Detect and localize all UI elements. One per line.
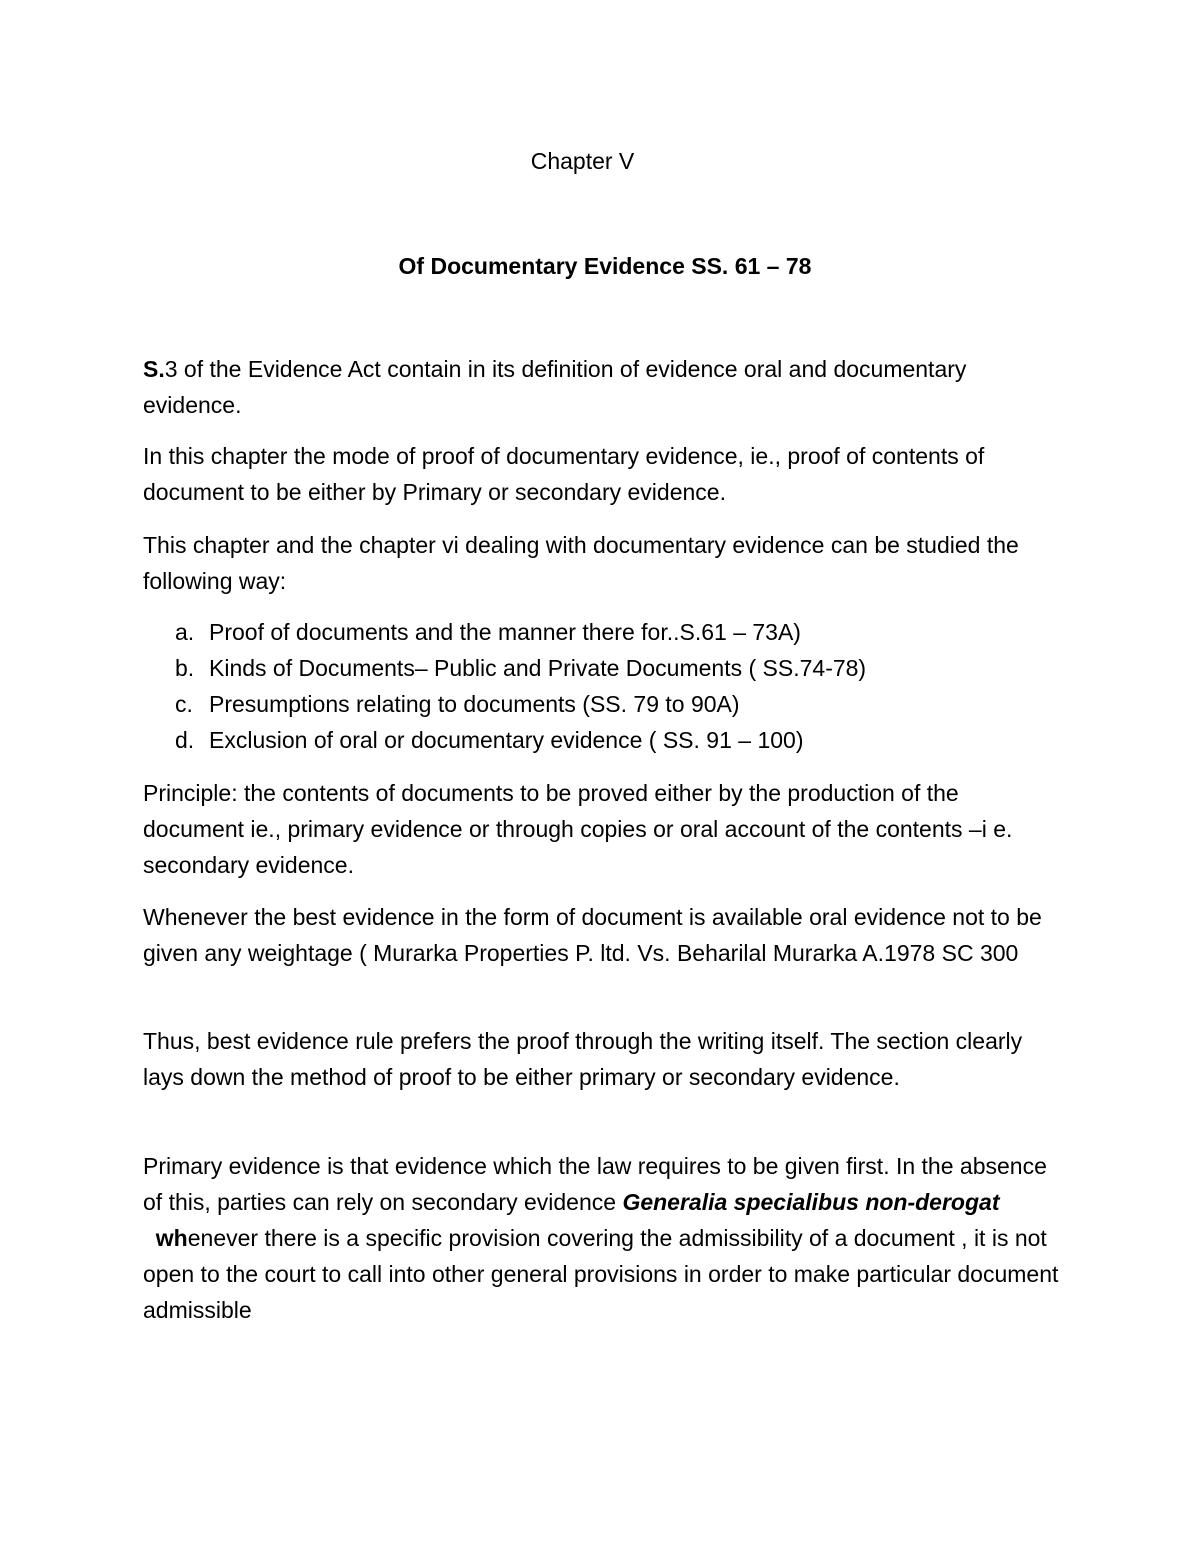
list-item-text: Kinds of Documents– Public and Private Documents ( SS.74-78) bbox=[209, 655, 867, 681]
paragraph-study-approach: This chapter and the chapter vi dealing with documentary evidence can be studied the following way: bbox=[143, 532, 1019, 594]
latin-maxim: Generalia specialibus non-derogat bbox=[622, 1189, 1000, 1215]
primary-evidence-text-a: Primary evidence is that evidence which the law requires to be given first. In the absence of this, parties can rely on secondary evidence bbox=[143, 1153, 1047, 1215]
paragraph-best-evidence: Whenever the best evidence in the form of document is available oral evidence not to be given any weightage ( Murarka Properties P. ltd. Vs. Beharilal Murarka A.1978 SC 300 bbox=[143, 904, 1042, 966]
primary-evidence-spacer bbox=[143, 1225, 156, 1251]
paragraph-definition-text: 3 of the Evidence Act contain in its definition of evidence oral and documentary evidence. bbox=[143, 356, 967, 418]
list-item bbox=[143, 650, 1063, 686]
paragraph-mode-of-proof: In this chapter the mode of proof of documentary evidence, ie., proof of contents of document to be either by Primary or secondary evidence. bbox=[143, 443, 985, 505]
list-item bbox=[143, 686, 1063, 722]
primary-evidence-bold-wh: wh bbox=[155, 1225, 188, 1251]
section-prefix: S. bbox=[143, 356, 165, 382]
list-marker: b. bbox=[175, 655, 195, 681]
paragraph-primary-evidence bbox=[143, 1148, 1063, 1328]
paragraph-principle: Principle: the contents of documents to be proved either by the production of the document ie., primary evidence or through copies or oral account of the contents –i e. secondary evidence. bbox=[143, 780, 1013, 878]
paragraph-definition bbox=[143, 351, 1063, 423]
list-marker: a. bbox=[175, 619, 195, 645]
list-item bbox=[143, 614, 1063, 650]
list-item-text: Presumptions relating to documents (SS. 79 to 90A) bbox=[209, 691, 740, 717]
list-marker: d. bbox=[175, 727, 195, 753]
study-list bbox=[143, 614, 1063, 758]
list-item bbox=[143, 722, 1063, 758]
list-item-text: Proof of documents and the manner there for..S.61 – 73A) bbox=[209, 619, 801, 645]
chapter-title: Chapter V bbox=[530, 148, 635, 174]
paragraph-best-evidence-rule: Thus, best evidence rule prefers the proof through the writing itself. The section clearly lays down the method of proof to be either primary or secondary evidence. bbox=[143, 1028, 1023, 1090]
primary-evidence-text-c: enever there is a specific provision covering the admissibility of a document , it is not open to the court to call into other general provisions in order to make particular document admissible bbox=[143, 1225, 1059, 1323]
section-heading: Of Documentary Evidence SS. 61 – 78 bbox=[398, 253, 812, 279]
list-item-text: Exclusion of oral or documentary evidence ( SS. 91 – 100) bbox=[209, 727, 804, 753]
list-marker: c. bbox=[175, 691, 193, 717]
